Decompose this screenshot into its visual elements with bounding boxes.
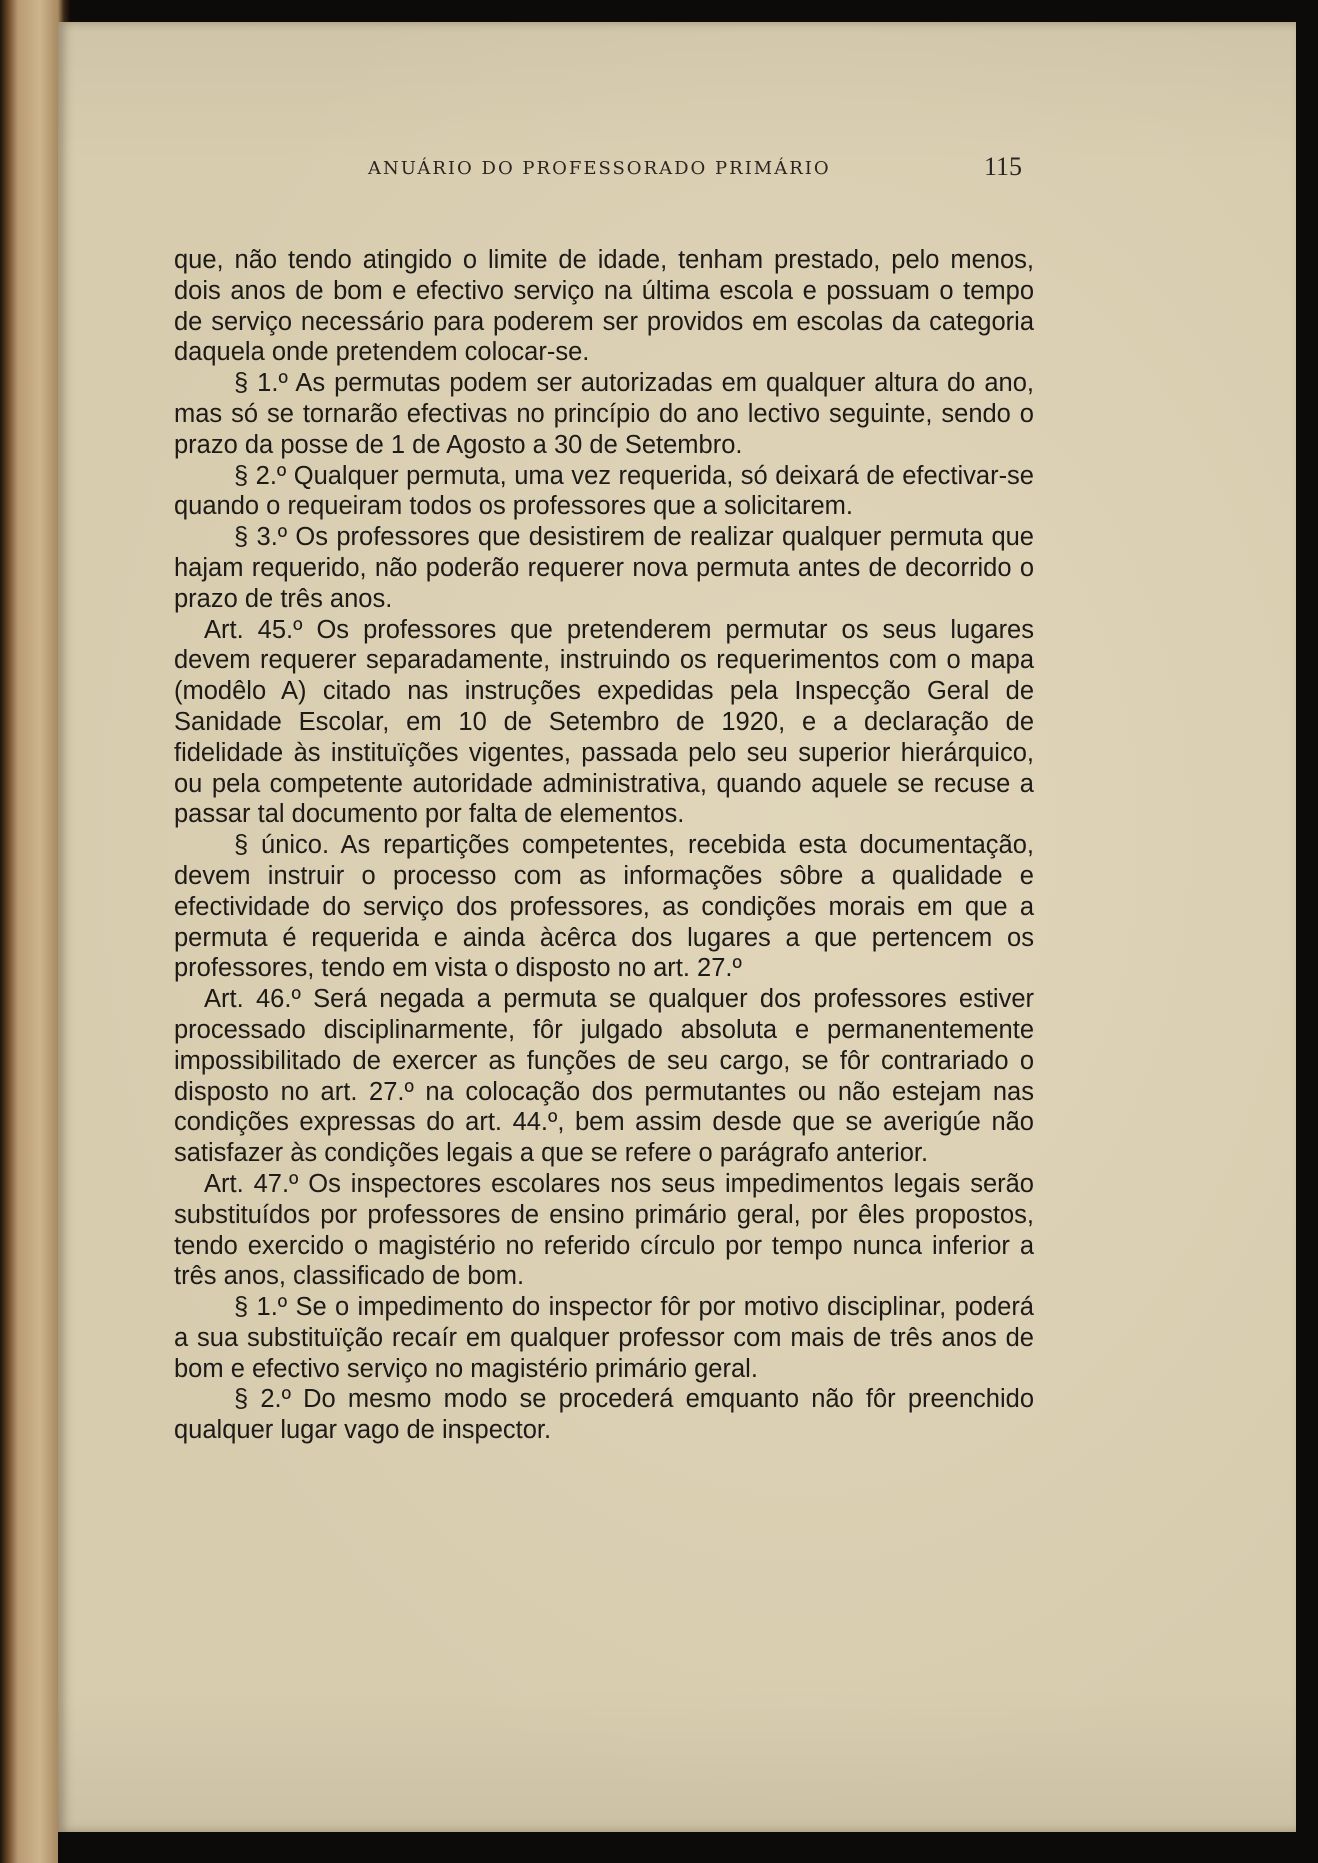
paragraph-section-unico: § único. As repartições competentes, recebida esta documentação, devem instruir o processo com as informações sôbre a qualidade e efectividade do serviço dos professores, as condições morais em que a permuta é requerida e ainda àcêrca dos lugares a que pertencem os professores, tendo em vista o disposto no art. 27.º <box>174 831 1034 983</box>
running-header: ANUÁRIO DO PROFESSORADO PRIMÁRIO <box>368 158 831 179</box>
paragraph-continuation: que, não tendo atingido o limite de idade, tenham prestado, pelo menos, dois anos de bom e efectivo serviço na última escola e possuam o tempo de serviço necessário para poderem ser providos em escolas da categoria daquela onde pretendem colocar-se. <box>174 246 1034 367</box>
paragraph-art-47-section-1: § 1.º Se o impedimento do inspector fôr por motivo disciplinar, poderá a sua substituïção recaír em qualquer professor com mais de três anos de bom e efectivo serviço no magistério primário geral. <box>174 1293 1034 1383</box>
page-body <box>174 245 1034 1446</box>
paragraph-art-47: Art. 47.º Os inspectores escolares nos seus impedimentos legais serão substituídos por professores de ensino primário geral, por êles propostos, tendo exercido o magistério no referido círculo por tempo nunca inferior a três anos, classificado de bom. <box>174 1169 1034 1291</box>
paragraph-section-1: § 1.º As permutas podem ser autorizadas em qualquer altura do ano, mas só se tornarão efectivas no princípio do ano lectivo seguinte, sendo o prazo da posse de 1 de Agosto a 30 de Setembro. <box>174 369 1034 459</box>
page-bottom-edge <box>58 1832 1296 1863</box>
paragraph-art-47-section-2: § 2.º Do mesmo modo se procederá emquanto não fôr preenchido qualquer lugar vago de inspector. <box>174 1385 1034 1445</box>
paragraph-section-2: § 2.º Qualquer permuta, uma vez requerida, só deixará de efectivar-se quando o requeiram todos os professores que a solicitarem. <box>174 461 1034 521</box>
paragraph-art-45: Art. 45.º Os professores que pretenderem permutar os seus lugares devem requerer separadamente, instruindo os requerimentos com o mapa (modêlo A) citado nas instruções expedidas pela Inspecção Geral de Sanidade Escolar, em 10 de Setembro de 1920, e a declaração de fidelidade às instituïções vigentes, passada pelo seu superior hierárquico, ou pela competente autoridade administrativa, quando aquele se recuse a passar tal documento por falta de elementos. <box>174 615 1034 829</box>
paragraph-section-3: § 3.º Os professores que desistirem de realizar qualquer permuta que hajam requerido, não poderão requerer nova permuta antes de decorrido o prazo de três anos. <box>174 523 1034 613</box>
paragraph-art-46: Art. 46.º Será negada a permuta se qualquer dos professores estiver processado disciplinarmente, fôr julgado absoluta e permanentemente impossibilitado de exercer as funções de seu cargo, se fôr contrariado o disposto no art. 27.º na colocação dos permutantes ou não estejam nas condições expressas do art. 44.º, bem assim desde que se averigúe não satisfazer às condições legais a que se refere o parágrafo anterior. <box>174 985 1034 1168</box>
page-number: 115 <box>984 152 1023 181</box>
